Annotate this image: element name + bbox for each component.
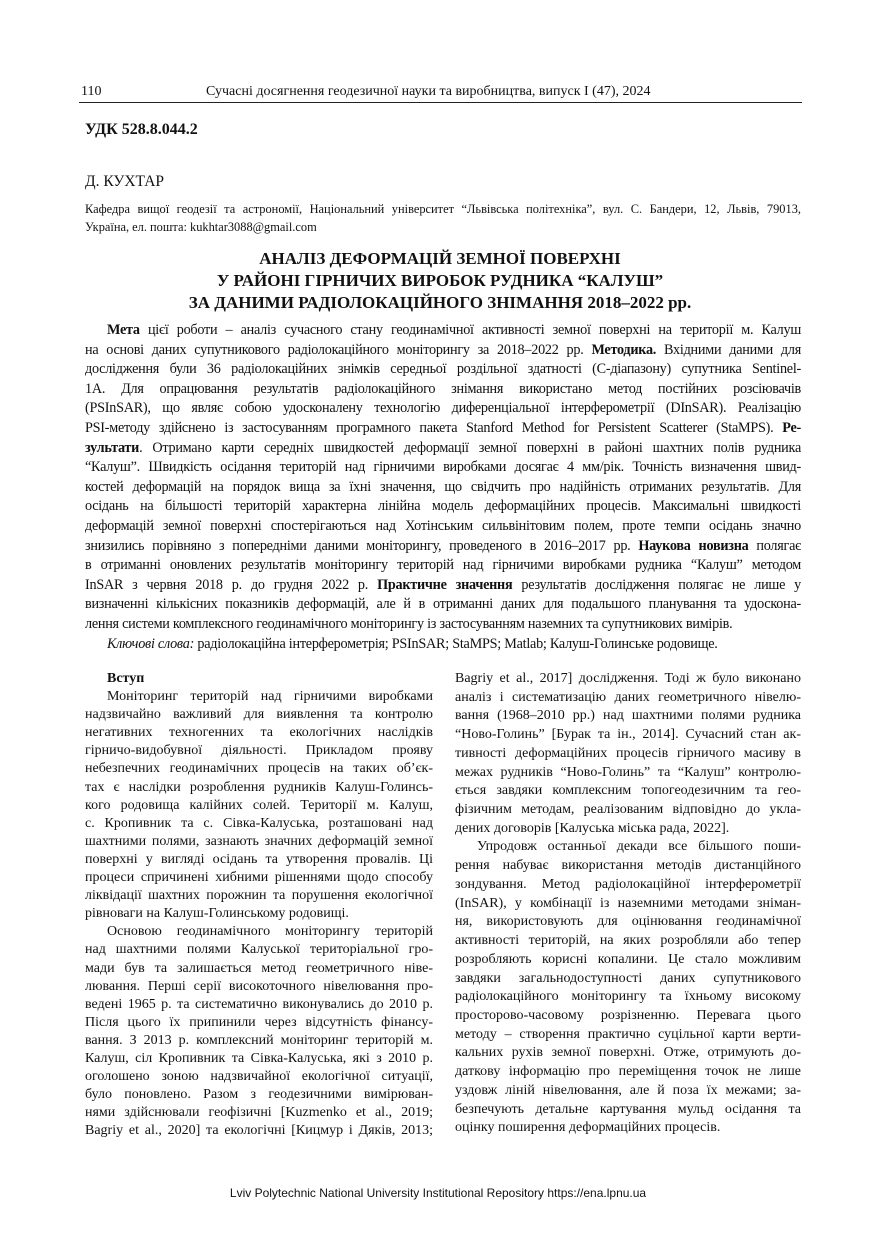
- body-text-line: Bagriy et al., 2017] дослідження. Тоді ж було виконано: [455, 671, 801, 686]
- body-text-line: процеси спричинені хибними рішеннями щодо способу: [85, 870, 433, 886]
- abstract-text: InSAR з червня 2018 р. до грудня 2022 р.: [85, 576, 378, 593]
- body-text-line: нями здійснювали геофізичні [Kuzmenko et al., 2019;: [85, 1105, 433, 1121]
- abstract-line: [85, 478, 801, 498]
- body-text-line: вання. З 2013 р. комплексний моніторинг територій м.: [85, 1032, 433, 1048]
- body-text-line: завдяки загальнодоступності даних супутникового: [455, 970, 801, 986]
- body-text-line: тах є наслідки розроблення рудників Калуш-Голинсь-: [85, 779, 433, 795]
- body-text-line: кальних рухів земної поверхні. Отже, отримують до-: [455, 1045, 801, 1061]
- abstract-text: осідань на більшості територій характерна лінійна модель деформаційних процесів. Максимальні швидкості: [85, 498, 801, 515]
- repository-footer: Lviv Polytechnic National University Institutional Repository https://ena.lpnu.ua: [229, 1186, 647, 1200]
- abstract-text: “Калуш”. Швидкість осідання територій над гірничими виробками досягає 4 мм/рік. Точність визначення швид-: [85, 459, 801, 476]
- udk-code: УДК 528.8.044.2: [85, 121, 198, 138]
- title-line: ЗА ДАНИМИ РАДІОЛОКАЦІЙНОГО ЗНІМАННЯ 2018–2022 рр.: [188, 293, 692, 312]
- abstract-line: [85, 635, 801, 655]
- abstract-text: в отриманні оновлених результатів моніторингу територій над гірничими виробками рудника “Калуш” методом: [85, 557, 801, 574]
- body-text-line: вання (1968–2010 рр.) над шахтними полями рудника: [455, 708, 801, 724]
- abstract-line: [85, 380, 801, 400]
- body-text-line: Bagriy et al., 2020] та екологічні [Кицмур і Дяків, 2013;: [85, 1123, 433, 1139]
- body-text-line: аналіз і систематизацію даних геометричного нівелю-: [455, 689, 801, 705]
- abstract-line: [85, 399, 801, 419]
- abstract-line: [85, 341, 801, 361]
- column-left: [85, 670, 433, 1140]
- body-text-line: методу – створення практично суцільної карти верти-: [455, 1026, 801, 1042]
- abstract-line: [85, 321, 801, 341]
- column-right: [455, 670, 801, 1138]
- abstract-keyword: Наукова новизна: [638, 537, 749, 554]
- page-number: 110: [81, 84, 102, 99]
- body-text-line: негативних техногенних та екологічних наслідків: [85, 725, 433, 741]
- body-text-line: Після цього їх припинили через відсутність фінансу-: [85, 1014, 433, 1030]
- abstract-line: [85, 439, 801, 459]
- body-text-line: радіолокаційного моніторингу та їхньому високому: [455, 989, 801, 1005]
- abstract-keyword: зультати: [85, 439, 140, 456]
- abstract-keyword: Методика.: [591, 341, 657, 358]
- abstract-line: [85, 458, 801, 478]
- abstract-line: [85, 537, 801, 557]
- abstract-text: результатів дослідження полягає не лише у: [512, 576, 801, 593]
- body-text-line: фізичним методам, реалізованим відповідно до укла-: [455, 802, 801, 818]
- body-text-line: рівноваги на Калуш-Голинському родовищі.: [85, 906, 349, 922]
- section-heading-intro: Вступ: [107, 671, 145, 686]
- abstract-text: лення системи комплексного геодинамічного моніторингу із застосуванням наземних та супутникових вимірів.: [85, 615, 733, 632]
- body-text-line: розробляють корисні копалини. Це стало можливим: [455, 951, 801, 967]
- body-text-line: межах рудників “Ново-Голинь” та “Калуш” контролю-: [455, 764, 801, 780]
- body-text-line: Основою геодинамічного моніторингу територій: [107, 924, 433, 940]
- body-text-line: даткову інформацію про переміщення точок не лише: [455, 1064, 801, 1080]
- body-text-line: тивності деформаційних процесів гірничого масиву в: [455, 745, 801, 761]
- abstract-line: [85, 615, 801, 635]
- body-text-line: гірничо-видобувної діяльності. Прикладом прояву: [85, 743, 433, 759]
- keywords-label: Ключові слова:: [107, 635, 195, 652]
- body-text-line: шахтними полями, зазнають значних деформацій земної: [85, 833, 433, 849]
- body-text-line: ведені 1965 р. та систематично виконувались до 2010 р.: [85, 996, 433, 1012]
- abstract-line: [85, 360, 801, 380]
- title-line: АНАЛІЗ ДЕФОРМАЦІЙ ЗЕМНОЇ ПОВЕРХНІ: [259, 249, 621, 268]
- abstract-text: на основі даних супутникового радіолокаційного моніторингу за 2018–2022 рр.: [85, 341, 592, 358]
- body-text-line: лювання. Перші серії високоточного нівелювання про-: [85, 978, 433, 994]
- body-text-line: оцінку поширення деформаційних процесів.: [455, 1120, 721, 1136]
- abstract: [85, 321, 801, 654]
- abstract-keyword: Практичне значення: [377, 576, 513, 593]
- body-text-line: було поновлено. Разом з геодезичними вимірюван-: [85, 1087, 433, 1103]
- body-text-line: Упродовж останньої декади все більшого поши-: [477, 839, 801, 855]
- abstract-line: [85, 595, 801, 615]
- body-text-line: просторово-часовому розрізненню. Перевага цього: [455, 1007, 801, 1023]
- abstract-line: [85, 556, 801, 576]
- affiliation-line: Україна, ел. пошта: kukhtar3088@gmail.com: [85, 220, 317, 234]
- header-divider: [79, 102, 802, 103]
- abstract-text: Вхідними даними для: [656, 341, 801, 358]
- article-title: [80, 248, 800, 314]
- body-text-line: безпечують детальне картування мульд осідання та: [455, 1101, 801, 1117]
- body-text-line: ється завдяки комплексним топогеодезичним та гео-: [455, 783, 801, 799]
- body-text-line: небезпечних геодинамічних процесів на таких об’єк-: [85, 761, 433, 777]
- body-text-line: (InSAR), у комбінації із наземними методами зніман-: [455, 895, 801, 911]
- abstract-text: . Отримано карти середніх швидкостей деформації земної поверхні в районі шахтних полів рудника: [139, 439, 801, 456]
- body-text-line: над шахтними полями Калуської територіальної гро-: [85, 942, 433, 958]
- abstract-text: костей деформацій на порядок вища за їхні значення, що свідчить про надійність отриманих результатів. Для: [85, 478, 801, 495]
- body-text-line: надзвичайно важливий для виявлення та контролю: [85, 707, 433, 723]
- abstract-text: цієї роботи – аналіз сучасного стану геодинамічної активності земної поверхні на території м. Калуш: [139, 322, 801, 338]
- affiliation: [85, 200, 801, 236]
- body-text-line: оголошено зоною надзвичайної екологічної ситуації,: [85, 1069, 433, 1085]
- author: Д. КУХТАР: [85, 173, 165, 190]
- abstract-line: [85, 517, 801, 537]
- body-text-line: зондування. Метод радіолокаційної інтерферометрії: [455, 876, 801, 892]
- body-text-line: рення набуває використання методів дистанційного: [455, 858, 801, 874]
- abstract-text: радіолокаційна інтерферометрія; PSInSAR; StaMPS; Matlab; Калуш-Голинське родовище.: [194, 635, 718, 652]
- abstract-line: [85, 497, 801, 517]
- abstract-text: деформацій земної поверхні спостерігаються над Хотінським сильвінітовим полем, проте темпи осідань значно: [85, 517, 801, 534]
- body-text-line: “Ново-Голинь” [Бурак та ін., 2014]. Сучасний стан ак-: [455, 727, 801, 743]
- abstract-keyword: Ре-: [782, 419, 801, 436]
- body-text-line: Моніторинг територій над гірничими виробками: [107, 689, 433, 705]
- journal-title: Сучасні досягнення геодезичної науки та виробництва, випуск I (47), 2024: [206, 84, 651, 99]
- body-text-line: с. Кропивник та с. Сівка-Калуська, розташовані над: [85, 815, 433, 831]
- abstract-text: (PSInSAR), що являє собою удосконалену технологію диференціальної інтерферометрії (DInSAR). Реалізацію: [85, 400, 801, 417]
- abstract-keyword: Мета: [107, 322, 140, 338]
- affiliation-line: Кафедра вищої геодезії та астрономії, Національний університет “Львівська політехніка”, вул. С. Бандери, 12, Львів, 79013,: [85, 202, 801, 216]
- abstract-line: [85, 576, 801, 596]
- body-text-line: активності територій, на яких розробляли або тепер: [455, 933, 801, 949]
- body-text-line: поверхні у вигляді осідань та утворення провалів. Ці: [85, 851, 433, 867]
- body-text-line: Калуш, сіл Кропивник та Сівка-Калуська, які з 2010 р.: [85, 1050, 433, 1066]
- abstract-line: [85, 419, 801, 439]
- body-text-line: ня, використовують для оцінювання геодинамічної: [455, 914, 801, 930]
- abstract-text: знизились порівняно з попередніми даними моніторингу, проведеного в 2016–2017 рр.: [85, 537, 639, 554]
- body-text-line: уздовж ліній нівелювання, але й поза їх межами; за-: [455, 1082, 801, 1098]
- body-text-line: мади був та залишається метод геометричного ніве-: [85, 960, 433, 976]
- abstract-text: дослідження були 36 радіолокаційних знімків середньої роздільної здатності (С-діапазону) супутника Sentinel-: [85, 361, 801, 378]
- title-line: У РАЙОНІ ГІРНИЧИХ ВИРОБОК РУДНИКА “КАЛУШ”: [216, 271, 664, 290]
- body-text-line: кого родовища калійних солей. Території м. Калуш,: [85, 797, 433, 813]
- abstract-text: 1А. Для опрацювання результатів радіолокаційного знімання використано метод постійних розсіювачів: [85, 380, 801, 397]
- abstract-text: полягає: [748, 537, 801, 554]
- abstract-text: PSI-методу здійснено із застосуванням програмного пакета Stanford Method for Persistent Scatterer (StaMPS).: [85, 419, 783, 436]
- body-text-line: дених договорів [Калуська міська рада, 2022].: [455, 820, 730, 836]
- abstract-text: визначенні кількісних показників деформацій, але й в отриманні даних для подальшого планування та удоскона-: [85, 596, 801, 613]
- body-text-line: ліквідації шахтних порожнин та порушення екологічної: [85, 888, 433, 904]
